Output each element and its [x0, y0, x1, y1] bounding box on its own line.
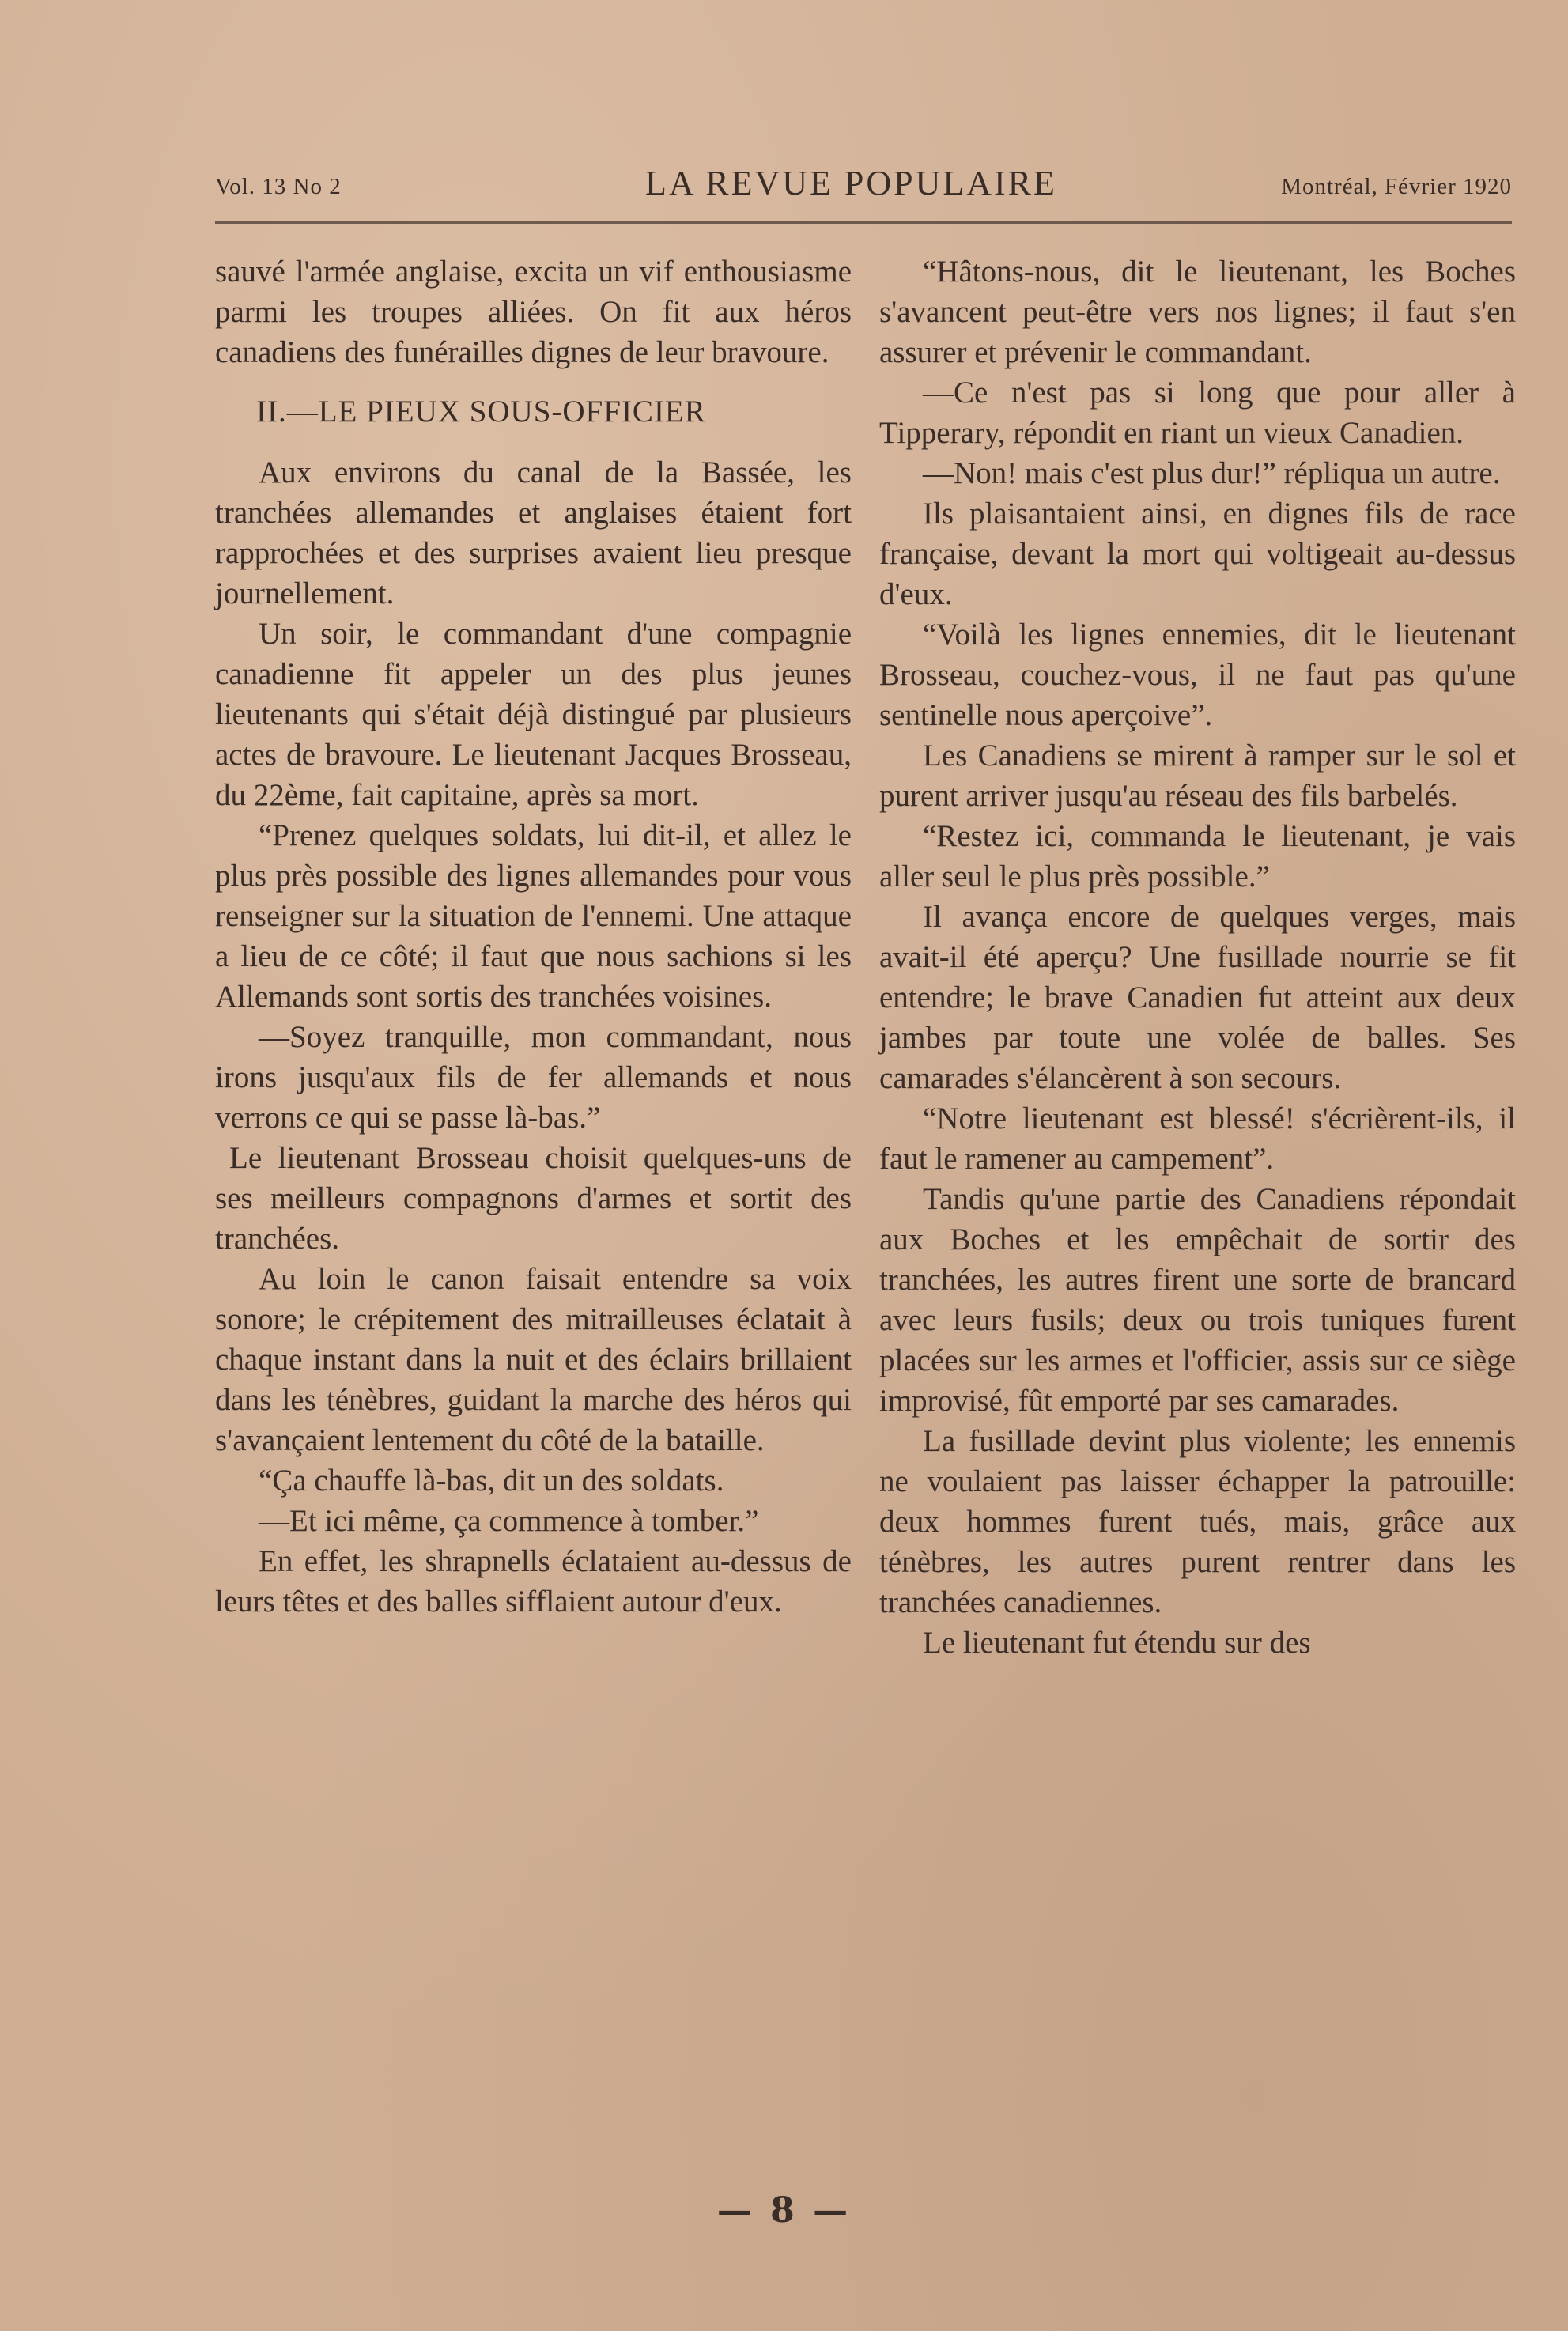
paragraph: Aux environs du canal de la Bassée, les tranchées allemandes et anglaises étaient fort rapprochées et des surprises avaient lieu presque journellement.	[215, 455, 852, 610]
paragraph: —Ce n'est pas si long que pour aller à Tipperary, répondit en riant un vieux Canadien.	[879, 376, 1516, 450]
volume-number: Vol. 13 No 2	[215, 174, 342, 199]
page-number: — 8 —	[716, 2190, 852, 2231]
paragraph: “Prenez quelques soldats, lui dit-il, et allez le plus près possible des lignes allemandes pour vous renseigner sur la situation de l'ennemi. Une attaque a lieu de ce côté; il faut que nous sachions si les Allemands sont sortis des tranchées voisines.	[215, 818, 852, 1014]
running-header	[215, 164, 1512, 215]
paragraph: Au loin le canon faisait entendre sa voix sonore; le crépitement des mitrailleuses éclatait à chaque instant dans la nuit et des éclairs brillaient dans les ténèbres, guidant la marche des héros qui s'avançaient lentement du côté de la bataille.	[215, 1262, 852, 1457]
paragraph: La fusillade devint plus violente; les ennemis ne voulaient pas laisser échapper la patrouille: deux hommes furent tués, mais, grâce aux ténèbres, les autres purent rentrer dans les tranchées canadiennes.	[879, 1424, 1516, 1619]
paragraph: —Soyez tranquille, mon commandant, nous irons jusqu'aux fils de fer allemands et nous verrons ce qui se passe là-bas.”	[215, 1020, 852, 1135]
paragraph: —Et ici même, ça commence à tomber.”	[259, 1504, 759, 1538]
paragraph: “Hâtons-nous, dit le lieutenant, les Boches s'avancent peut-être vers nos lignes; il faut s'en assurer et prévenir le commandant.	[879, 255, 1516, 369]
paragraph: En effet, les shrapnells éclataient au-dessus de leurs têtes et des balles sifflaient autour d'eux.	[215, 1544, 852, 1619]
paragraph: Un soir, le commandant d'une compagnie canadienne fit appeler un des plus jeunes lieutenants qui s'était déjà distingué par plusieurs actes de bravoure. Le lieutenant Jacques Brosseau, du 22ème, fait capitaine, après sa mort.	[215, 617, 852, 812]
paragraph: Les Canadiens se mirent à ramper sur le sol et purent arriver jusqu'au réseau des fils barbelés.	[879, 739, 1516, 813]
paragraph: Tandis qu'une partie des Canadiens répondait aux Boches et les empêchait de sortir des tranchées, les autres firent une sorte de brancard avec leurs fusils; deux ou trois tuniques furent placées sur les armes et l'officier, assis sur ce siège improvisé, fût emporté par ses camarades.	[879, 1182, 1516, 1418]
paragraph: “Restez ici, commanda le lieutenant, je vais aller seul le plus près possible.”	[879, 819, 1516, 893]
header-rule	[215, 221, 1512, 224]
paragraph: Il avança encore de quelques verges, mais avait-il été aperçu? Une fusillade nourrie se fit entendre; le brave Canadien fut atteint aux deux jambes par toute une volée de balles. Ses camarades s'élancèrent à son secours.	[879, 900, 1516, 1095]
left-column	[215, 251, 852, 1622]
paragraph: Le lieutenant Brosseau choisit quelques-uns de ses meilleurs compagnons d'armes et sortit des tranchées.	[215, 1141, 852, 1256]
right-column	[879, 251, 1516, 1663]
paragraph: Ils plaisantaient ainsi, en dignes fils de race française, devant la mort qui voltigeait au-dessus d'eux.	[879, 497, 1516, 611]
paragraph: Le lieutenant fut étendu sur des	[923, 1626, 1311, 1660]
paragraph: sauvé l'armée anglaise, excita un vif enthousiasme parmi les troupes alliées. On fit aux héros canadiens des funérailles dignes de leur bravoure.	[215, 255, 852, 369]
paragraph: “Notre lieutenant est blessé! s'écrièrent-ils, il faut le ramener au campement”.	[879, 1101, 1516, 1176]
section-heading: II.—LE PIEUX SOUS-OFFICIER	[256, 395, 706, 429]
paragraph: “Voilà les lignes ennemies, dit le lieutenant Brosseau, couchez-vous, il ne faut pas qu'une sentinelle nous aperçoive”.	[879, 618, 1516, 732]
publication-title: LA REVUE POPULAIRE	[645, 164, 1057, 202]
place-date: Montréal, Février 1920	[1281, 174, 1512, 199]
paragraph: “Ça chauffe là-bas, dit un des soldats.	[259, 1464, 724, 1498]
paragraph: —Non! mais c'est plus dur!” répliqua un autre.	[923, 456, 1501, 490]
